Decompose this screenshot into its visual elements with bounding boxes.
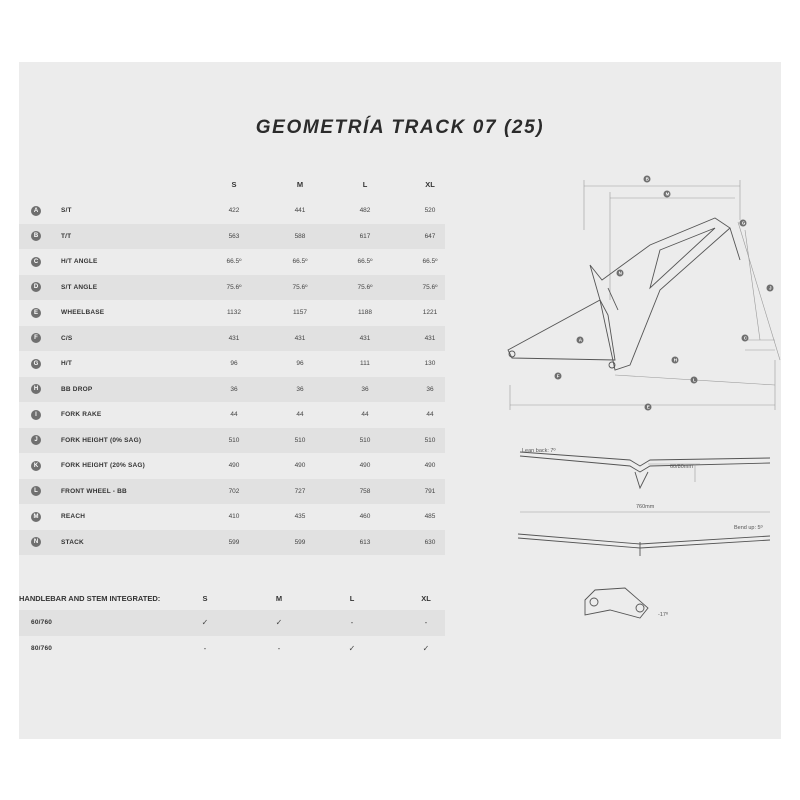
dimension-label: REACH [61, 513, 86, 521]
bend-up-label: Bend up: 5º [734, 525, 763, 531]
dimension-label: FORK HEIGHT (20% SAG) [61, 462, 146, 470]
dimension-value: 510 [228, 436, 240, 444]
dimension-value: 66.5º [422, 258, 438, 266]
dimension-label: BB DROP [61, 385, 93, 393]
lean-back-label: Lean back: 7º [522, 448, 556, 454]
dimension-value: 435 [294, 513, 306, 521]
dimension-value: 111 [360, 360, 370, 368]
dimension-value: 410 [228, 513, 240, 521]
geometry-row [19, 428, 445, 454]
dimension-value: 66.5º [226, 258, 242, 266]
dimension-badge: K [31, 461, 41, 471]
dimension-label: WHEELBASE [61, 309, 105, 317]
dimension-value: 599 [228, 538, 240, 546]
geometry-header-row [19, 170, 445, 198]
dimension-value: 422 [228, 207, 240, 215]
dimension-value: 599 [294, 538, 306, 546]
dimension-value: 431 [424, 334, 436, 342]
dimension-value: 490 [294, 462, 306, 470]
dimension-badge: M [31, 512, 41, 522]
hb-size-header-s: S [202, 593, 208, 603]
hb-size-header-m: M [275, 593, 283, 603]
svg-text:M: M [665, 191, 670, 197]
dimension-label: FORK HEIGHT (0% SAG) [61, 436, 142, 444]
geometry-rows [19, 198, 445, 555]
handlebar-availability: - [203, 643, 207, 653]
dimension-badge: F [31, 333, 41, 343]
handlebar-row [19, 610, 445, 636]
dimension-label: H/T [61, 360, 73, 368]
dimension-value: 36 [426, 385, 434, 393]
size-header-l: L [362, 179, 368, 189]
dimension-value: 510 [294, 436, 306, 444]
dimension-lines [510, 180, 780, 410]
hb-size-header-xl: XL [421, 593, 431, 603]
dimension-value: 510 [424, 436, 436, 444]
geometry-row [19, 453, 445, 479]
dimension-value: 96 [296, 360, 304, 368]
dimension-value: 1188 [358, 309, 372, 317]
dimension-value: 460 [359, 513, 371, 521]
dimension-value: 485 [424, 513, 436, 521]
dimension-value: 1157 [293, 309, 307, 317]
dimension-value: 66.5º [292, 258, 308, 266]
geometry-table [19, 170, 445, 555]
dimension-value: 1221 [422, 309, 438, 317]
page-title: GEOMETRÍA TRACK 07 (25) [255, 117, 545, 138]
dimension-value: 44 [361, 411, 369, 419]
dimension-value: 520 [424, 207, 436, 215]
width-label: 760mm [636, 504, 655, 510]
dimension-badge: E [31, 308, 41, 318]
dimension-value: 588 [294, 232, 306, 240]
dimension-value: 563 [228, 232, 240, 240]
svg-text:A: A [578, 337, 583, 343]
dimension-label: C/S [61, 334, 73, 342]
handlebar-availability: ✓ [275, 618, 283, 628]
dimension-label: STACK [61, 538, 84, 546]
geometry-row [19, 249, 445, 275]
dimension-value: 758 [359, 487, 371, 495]
dimension-value: 441 [294, 207, 306, 215]
dimension-value: 75.6º [292, 283, 308, 291]
dimension-value: 482 [359, 207, 371, 215]
handlebar-availability: ✓ [348, 643, 356, 653]
handlebar-option-label: 60/760 [31, 619, 53, 627]
dimension-value: 44 [230, 411, 238, 419]
handlebar-option-label: 80/760 [31, 644, 53, 652]
dimension-value: 36 [361, 385, 369, 393]
dimension-value: 130 [424, 360, 436, 368]
svg-text:F: F [556, 373, 560, 379]
handlebar-row [19, 636, 445, 662]
geometry-row [19, 326, 445, 352]
svg-text:C: C [743, 335, 748, 341]
dimension-label: FORK RAKE [61, 411, 102, 419]
hb-size-header-l: L [349, 593, 355, 603]
size-header-xl: XL [425, 179, 435, 189]
svg-text:J: J [769, 285, 772, 291]
dimension-value: 510 [359, 436, 371, 444]
svg-text:E: E [646, 404, 650, 410]
handlebar-title: HANDLEBAR AND STEM INTEGRATED: [19, 593, 161, 603]
geometry-row [19, 300, 445, 326]
dimension-value: 75.6º [357, 283, 373, 291]
dimension-value: 75.6º [226, 283, 242, 291]
dimension-value: 1132 [227, 309, 241, 317]
geometry-row [19, 377, 445, 403]
dimension-value: 617 [359, 232, 371, 240]
dimension-label: S/T [61, 207, 72, 215]
size-header-s: S [231, 179, 237, 189]
dimension-label: FRONT WHEEL - BB [61, 487, 127, 495]
dimension-value: 727 [294, 487, 306, 495]
dimension-value: 431 [228, 334, 240, 342]
dimension-badge: G [31, 359, 41, 369]
dimension-value: 431 [294, 334, 306, 342]
dimension-badge: C [31, 257, 41, 267]
rise-label: 60/80mm [670, 464, 693, 470]
handlebar-availability: ✓ [422, 643, 430, 653]
dimension-value: 66.5º [357, 258, 373, 266]
dimension-badge: A [31, 206, 41, 216]
handlebar-availability: - [424, 618, 428, 628]
dimension-badge: H [31, 384, 41, 394]
handlebar-availability: - [277, 643, 281, 653]
geometry-row [19, 351, 445, 377]
svg-text:N: N [618, 270, 622, 276]
dimension-value: 431 [359, 334, 371, 342]
stem-side-view [585, 588, 648, 618]
geometry-row [19, 479, 445, 505]
dimension-value: 630 [424, 538, 436, 546]
handlebar-top-view [520, 452, 770, 512]
dimension-badge: I [31, 410, 41, 420]
handlebar-availability: - [350, 618, 354, 628]
svg-text:G: G [741, 220, 746, 226]
handlebar-availability: ✓ [201, 618, 209, 628]
geometry-row [19, 402, 445, 428]
dimension-value: 702 [228, 487, 240, 495]
handlebar-front-view [518, 534, 770, 556]
dimension-badge: D [31, 282, 41, 292]
geometry-row [19, 504, 445, 530]
dimension-value: 44 [426, 411, 434, 419]
geometry-row [19, 198, 445, 224]
size-header-m: M [296, 179, 304, 189]
dimension-value: 647 [424, 232, 436, 240]
handlebar-header-row [19, 586, 445, 610]
dimension-value: 44 [296, 411, 304, 419]
dimension-badge: N [31, 537, 41, 547]
dimension-value: 96 [230, 360, 238, 368]
svg-text:B: B [645, 176, 649, 182]
dimension-value: 75.6º [422, 283, 438, 291]
dimension-label: H/T ANGLE [61, 258, 98, 266]
dimension-badge: B [31, 231, 41, 241]
dimension-value: 36 [230, 385, 238, 393]
stem-angle-label: -17º [658, 612, 668, 618]
dimension-value: 791 [424, 487, 436, 495]
dimension-badges [555, 176, 774, 411]
dimension-value: 490 [359, 462, 371, 470]
dimension-badge: J [31, 435, 41, 445]
geometry-row [19, 275, 445, 301]
dimension-value: 36 [296, 385, 304, 393]
geometry-row [19, 530, 445, 556]
dimension-label: S/T ANGLE [61, 283, 98, 291]
bike-frame-outline [508, 218, 740, 370]
dimension-value: 490 [228, 462, 240, 470]
frame-geometry-diagram [490, 170, 790, 630]
handlebar-rows [19, 610, 445, 661]
dimension-value: 613 [359, 538, 371, 546]
geometry-row [19, 224, 445, 250]
svg-text:L: L [693, 377, 696, 383]
svg-text:H: H [673, 357, 678, 363]
dimension-badge: L [31, 486, 41, 496]
dimension-value: 490 [424, 462, 436, 470]
dimension-label: T/T [61, 232, 72, 240]
handlebar-table [19, 586, 445, 661]
